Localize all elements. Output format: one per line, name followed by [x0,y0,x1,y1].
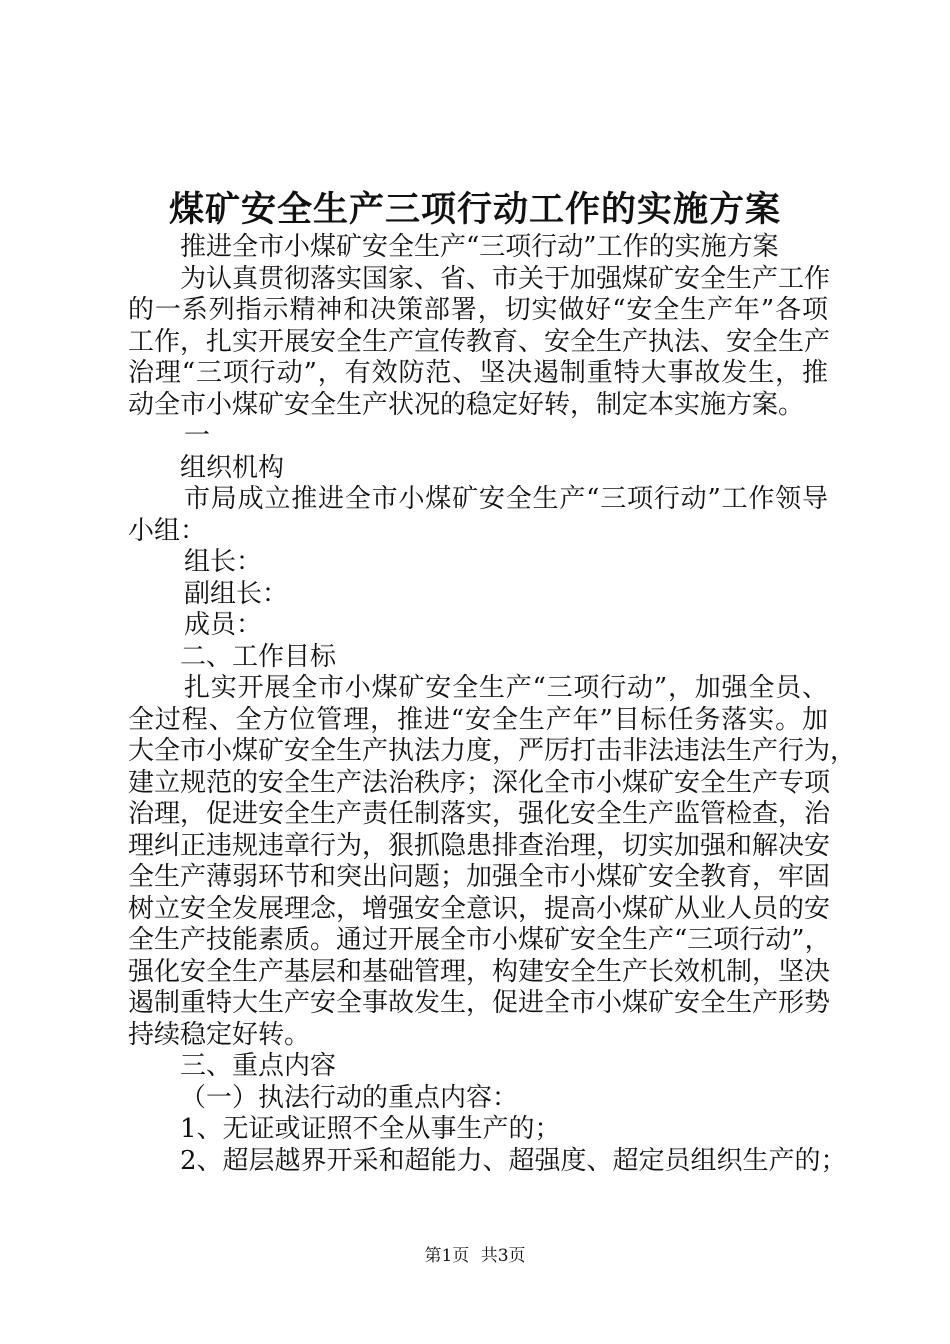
document-body [128,232,857,1177]
document-title: 煤矿安全生产三项行动工作的实施方案 [168,189,781,230]
body-line: 小组： [128,515,207,546]
body-line: （一）执法行动的重点内容： [180,1082,519,1113]
body-line: 组长： [184,547,263,577]
body-line: 全生产技能素质。通过开展全市小煤矿安全生产“三项行动”， [128,925,831,955]
body-line: 大全市小煤矿安全生产执法力度，严厉打击非法违法生产行为， [128,736,857,766]
body-line: 工作，扎实开展安全生产宣传教育、安全生产执法、安全生产 [128,326,831,357]
body-line: 三、重点内容 [180,1051,337,1081]
body-line: 2、超层越界开采和超能力、超强度、超定员组织生产的； [180,1145,847,1176]
body-line: 全生产薄弱环节和突出问题；加强全市小煤矿安全教育，牢固 [128,862,831,892]
body-line: 遏制重特大生产安全事故发生，促进全市小煤矿安全生产形势 [128,988,831,1018]
body-line: 全过程、全方位管理，推进“安全生产年”目标任务落实。加 [128,704,828,735]
body-line: 推进全市小煤矿安全生产“三项行动”工作的实施方案 [180,232,779,262]
body-line: 组织机构 [180,452,285,483]
page-number: 第1页 [424,1246,470,1266]
page-total: 共3页 [480,1246,526,1266]
body-line: 治理“三项行动”，有效防范、坚决遏制重特大事故发生，推 [128,358,828,388]
body-line: 强化安全生产基层和基础管理，构建安全生产长效机制，坚决 [128,956,831,987]
body-line: 市局成立推进全市小煤矿安全生产“三项行动”工作领导 [184,484,828,514]
body-line: 树立安全发展理念，增强安全意识，提高小煤矿从业人员的安 [128,893,831,924]
body-line: 建立规范的安全生产法治秩序；深化全市小煤矿安全生产专项 [128,767,831,798]
body-line: 成员： [184,610,263,640]
body-line: 持续稳定好转。 [128,1019,311,1050]
body-line: 理纠正违规违章行为，狠抓隐患排查治理，切实加强和解决安 [128,830,831,861]
body-line: 动全市小煤矿安全生产状况的稳定好转，制定本实施方案。 [128,389,805,420]
page-footer [0,1244,950,1268]
body-line: 一 [184,421,211,451]
body-line: 为认真贯彻落实国家、省、市关于加强煤矿安全生产工作 [180,263,831,294]
body-line: 二、工作目标 [180,641,337,672]
body-line: 治理，促进安全生产责任制落实，强化安全生产监管检查，治 [128,799,831,829]
body-line: 副组长： [184,578,289,609]
body-line: 1、无证或证照不全从事生产的； [180,1114,561,1144]
body-line: 扎实开展全市小煤矿安全生产“三项行动”，加强全员、 [184,673,828,703]
body-line: 的一系列指示精神和决策部署，切实做好“安全生产年”各项 [128,295,828,325]
